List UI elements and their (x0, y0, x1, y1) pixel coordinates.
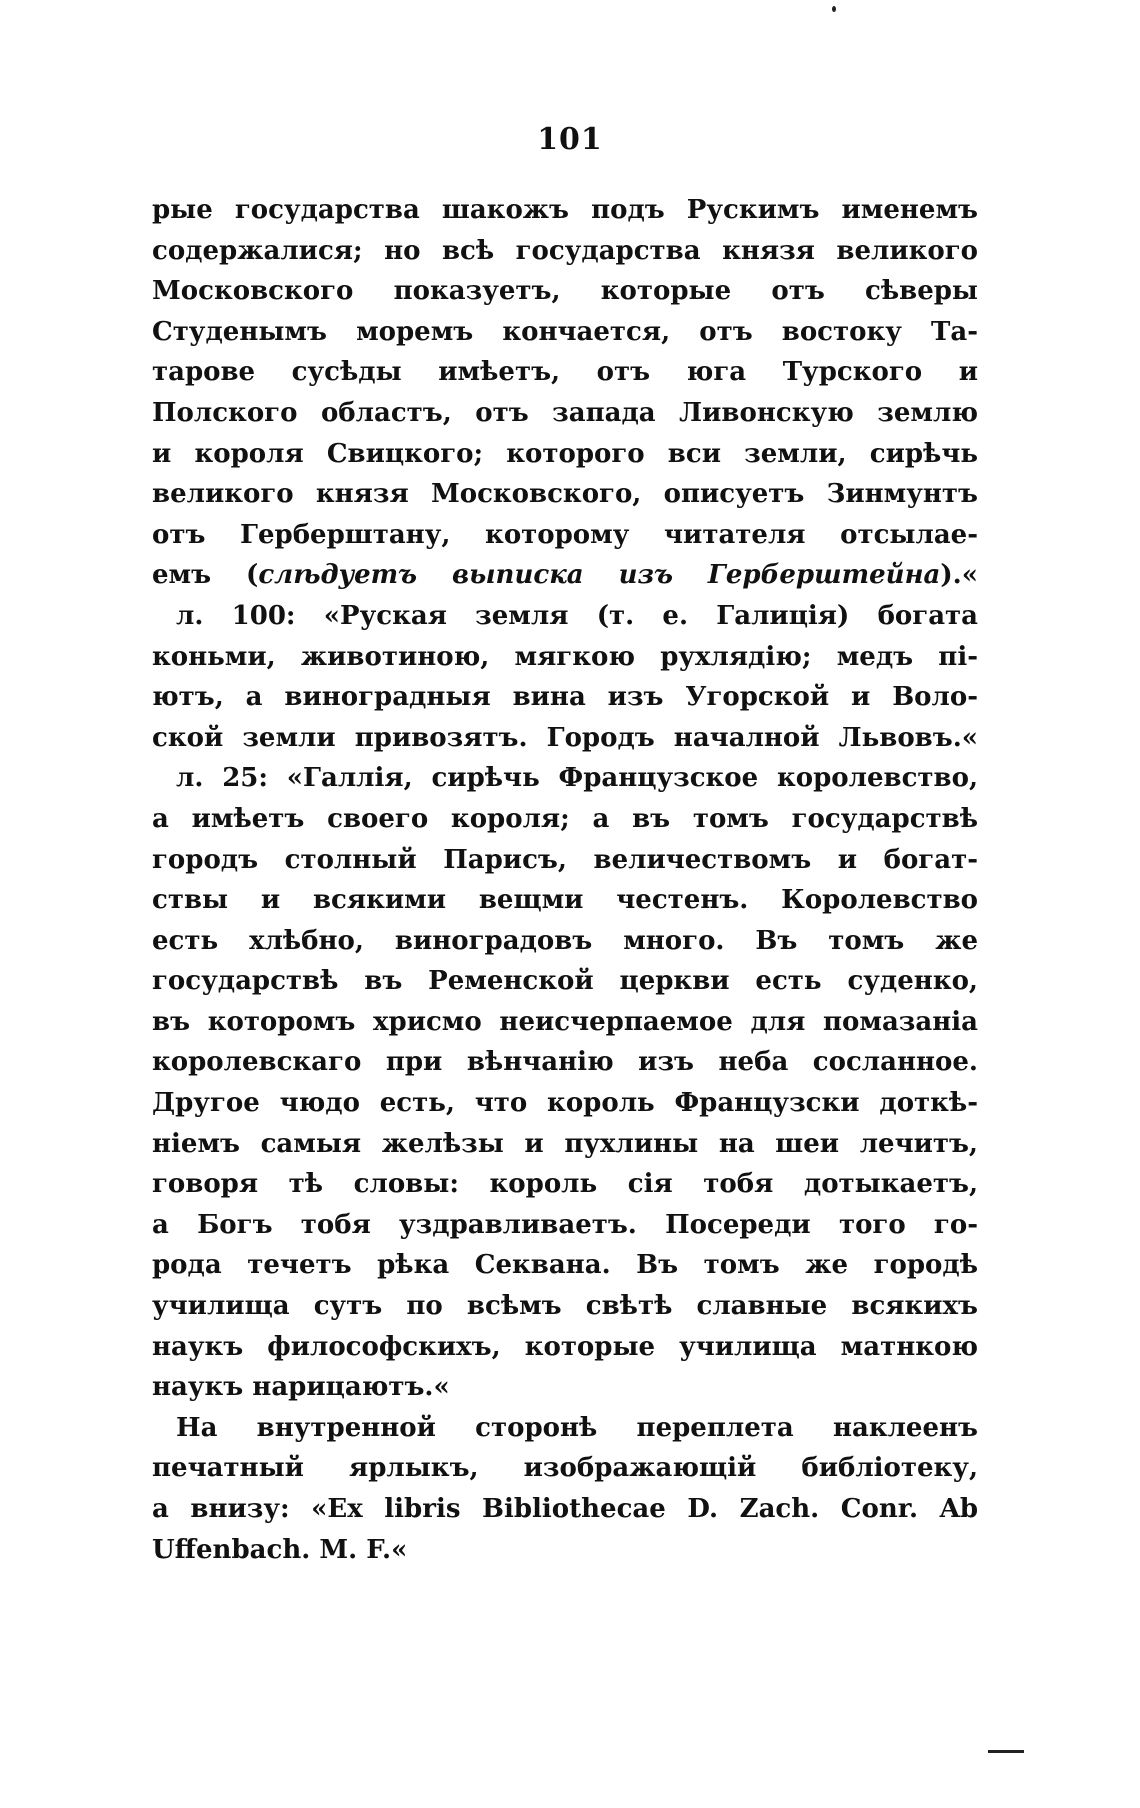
body-text (152, 190, 978, 1570)
text-line: ютъ, а виноградныя вина изъ Угорской и Воло- (152, 682, 978, 713)
page-number: 101 (537, 122, 603, 157)
text-line: училища сутъ по всѣмъ свѣтѣ славные всякихъ (152, 1291, 978, 1322)
text-line: Полского областъ, отъ запада Ливонскую землю (152, 397, 978, 428)
text-line: есть хлѣбно, виноградовъ много. Въ томъ же (152, 925, 978, 956)
text-line: содержалися; но всѣ государства князя великого (152, 235, 978, 266)
italic-reference: слѣдуетъ выписка изъ Герберштейна (258, 560, 941, 591)
text-line: королевскаго при вѣнчанію изъ неба сосланное. (152, 1047, 978, 1078)
text-line: а имѣетъ своего короля; а въ томъ государствѣ (152, 803, 978, 834)
text-line: На внутренной сторонѣ переплета наклеенъ (176, 1412, 978, 1443)
text-line: наукъ нарицаютъ.« (152, 1372, 450, 1403)
text-line: ніемъ самыя желѣзы и пухлины на шеи лечитъ, (152, 1128, 978, 1159)
text-line: наукъ философскихъ, которые училища матнкою (152, 1331, 978, 1362)
text-line: и короля Свицкого; которого вси земли, сирѣчь (152, 438, 978, 469)
text-fragment: емъ ( (152, 560, 259, 591)
text-line: а Богъ тобя уздравливаетъ. Посереди того го- (152, 1209, 978, 1240)
text-line: Uffenbach. M. F.« (152, 1534, 408, 1565)
text-line: Другое чюдо есть, что король Французски доткѣ- (152, 1088, 978, 1119)
text-line: Студенымъ моремъ кончается, отъ востоку Та- (152, 316, 978, 347)
text-line: тарове сусѣды имѣетъ, отъ юга Турского и (152, 357, 978, 388)
text-line: коньми, животиною, мягкою рухлядію; медъ пі- (152, 641, 978, 672)
text-line: печатный ярлыкъ, изображающій библіотеку, (152, 1453, 978, 1484)
text-fragment: ).« (940, 560, 978, 591)
text-line: ской земли привозятъ. Городъ началной Львовъ.« (152, 722, 978, 753)
scan-speck (832, 6, 836, 12)
text-line: великого князя Московского, описуетъ Зинмунтъ (152, 479, 978, 510)
text-line: отъ Герберштану, которому читателя отсылае- (152, 519, 978, 550)
text-line: государствѣ въ Ременской церкви есть суденко, (152, 966, 978, 997)
text-line: говоря тѣ словы: король сія тобя дотыкаетъ, (152, 1169, 978, 1200)
text-line: въ которомъ хрисмо неисчерпаемое для помазаніа (152, 1006, 978, 1037)
scan-mark (988, 1750, 1024, 1753)
text-line: а внизу: «Ex libris Bibliothecae D. Zach. Conr. Ab (152, 1494, 978, 1524)
text-line: рые государства шакожъ подъ Рускимъ именемъ (152, 195, 978, 225)
text-line: городъ столный Парисъ, величествомъ и богат- (152, 844, 978, 875)
text-line: ствы и всякими вещми честенъ. Королевство (152, 885, 978, 916)
text-line: Московского показуетъ, которые отъ сѣверы (152, 276, 978, 307)
text-line: рода течетъ рѣка Секвана. Въ томъ же городѣ (152, 1250, 978, 1281)
text-line: л. 25: «Галлія, сирѣчь Французское королевство, (176, 763, 978, 794)
text-line (152, 555, 978, 596)
text-line: л. 100: «Руская земля (т. е. Галиція) богата (176, 600, 978, 631)
